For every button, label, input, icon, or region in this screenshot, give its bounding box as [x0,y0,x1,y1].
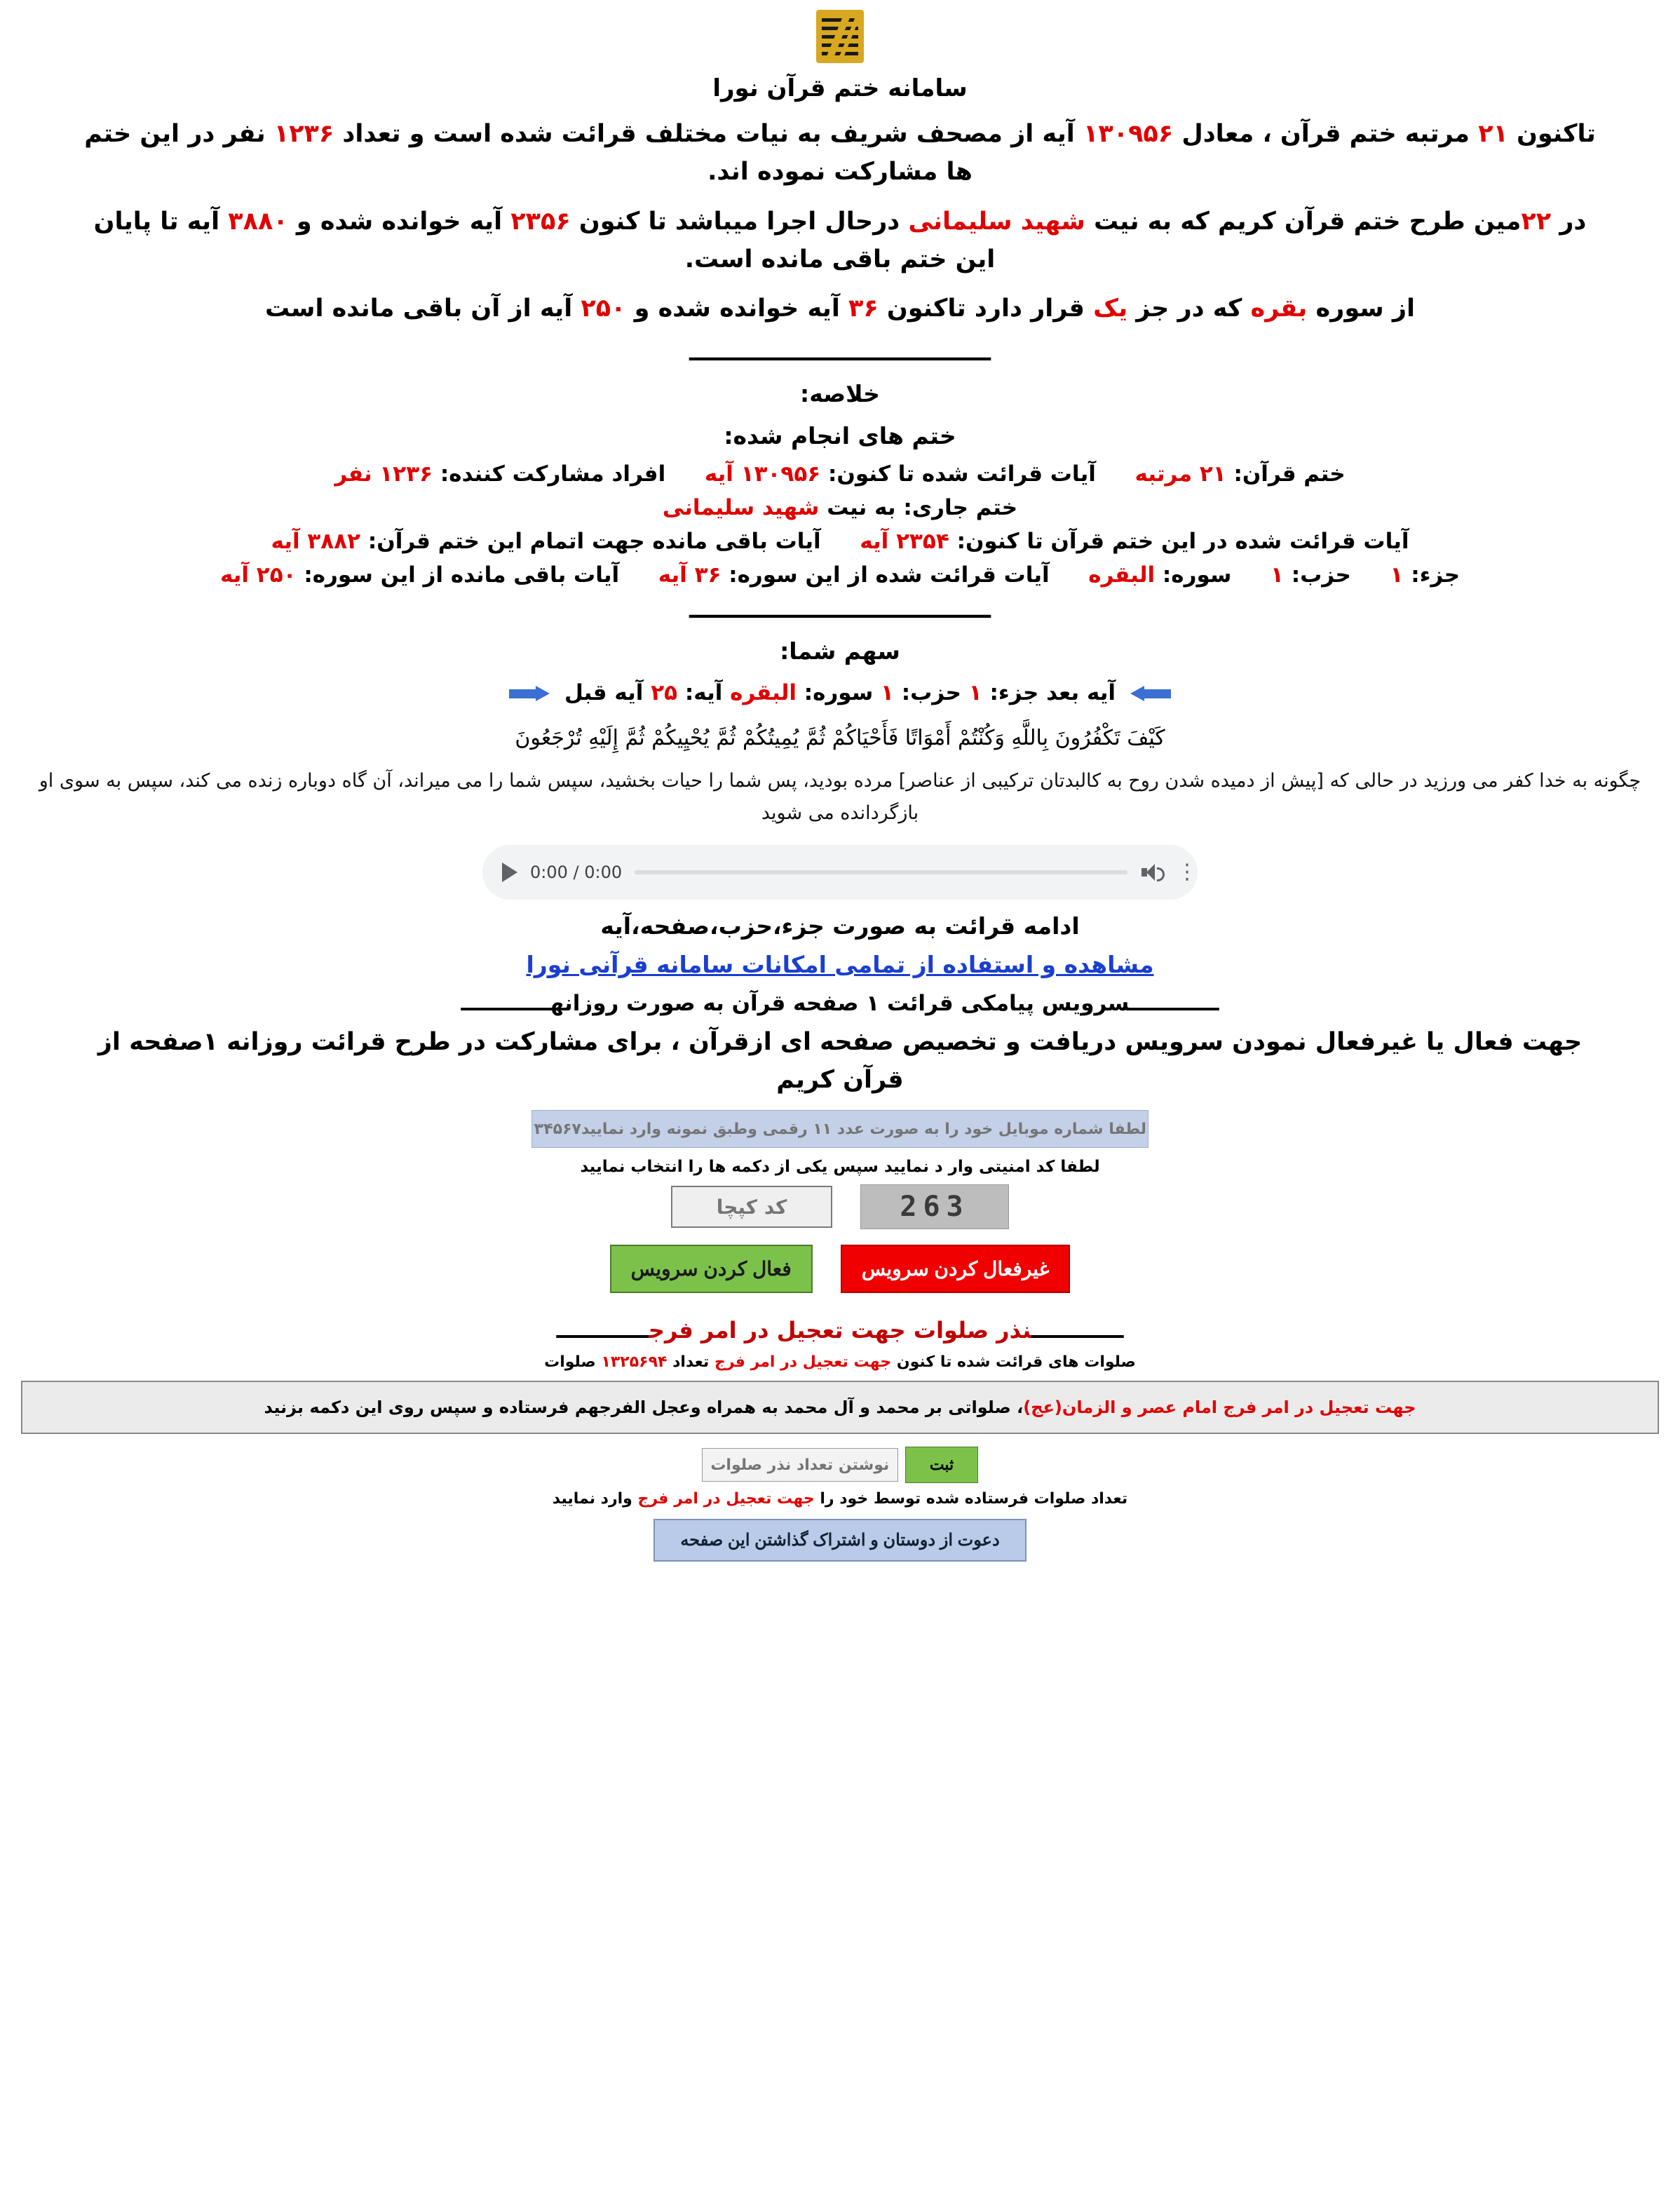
salawat-banner-red: جهت تعجیل در امر فرج امام عصر و الزمان(عج) [1023,1398,1416,1418]
nav-hezb-value: ۱ [881,679,894,705]
portal-link[interactable]: مشاهده و استفاده از تمامی امکانات سامانه قرآنی نورا [526,950,1154,978]
invite-friends-button[interactable]: دعوت از دوستان و اشتراک گذاشتن این صفحه [653,1519,1026,1562]
nazr-note-red: جهت تعجیل در امر فرج [637,1490,815,1508]
intro-3-c: قرار دارد تاکنون [878,295,1094,323]
prev-verse-label[interactable]: آیه قبل [564,679,644,705]
summary-current-row [0,495,1680,520]
intro-ayat-count: ۱۳۰۹۵۶ [1083,120,1174,148]
sms-buttons-row [0,1245,1680,1293]
captcha-image: 263 [860,1184,1009,1229]
summary-heading: خلاصه: [800,380,880,408]
intro-remaining-count: ۳۸۸۰ [228,207,288,236]
nav-hezb-label: حزب: [901,679,961,705]
summary-current-read-value: ۲۳۵۴ آیه [860,529,949,555]
intro-sura-remaining: ۲۵۰ [581,295,626,323]
summary-hezb-label: حزب: [1291,562,1351,588]
previous-verse-arrow-icon[interactable] [508,686,550,701]
intro-intent-name: شهید سلیمانی [908,207,1085,236]
nav-joz-label: جزء: [989,679,1039,705]
intro-paragraph-1 [84,115,1596,191]
nazr-heading-text: نذر صلوات جهت تعجیل در امر فرج [648,1317,1032,1344]
summary-joz-label: جزء: [1411,562,1461,588]
nazr-section-heading [0,1317,1680,1344]
summary-current-remaining-label: آیات باقی مانده جهت اتمام این ختم قرآن: [367,529,821,555]
mobile-number-input[interactable] [531,1110,1149,1148]
summary-sura-value: البقره [1088,562,1156,588]
nazr-dash-left: ــــــــــــ [556,1317,649,1344]
nav-joz-value: ۱ [968,679,982,705]
nav-aye-label: آیه: [684,679,723,705]
intro-2-a: در [1551,207,1587,236]
salawat-count-a: صلوات های قرائت شده تا کنون [891,1353,1136,1372]
salawat-count-value: ۱۳۲۵۶۹۴ [601,1353,668,1372]
nazr-input-row [0,1447,1680,1483]
summary-row-1 [0,461,1680,487]
summary-people-value: ۱۲۳۶ نفر [334,461,433,487]
divider-1: ـــــــــــــــــــــــــــــــــــــ [689,339,991,367]
intro-paragraph-3 [84,290,1596,327]
play-icon[interactable] [502,862,517,882]
salawat-count-red: جهت تعجیل در امر فرج [714,1353,892,1372]
nazr-note-line [0,1490,1680,1508]
intro-1-d: نفر در این ختم ها مشارکت نموده اند. [84,120,973,187]
salawat-banner-rest: ، صلواتی بر محمد و آل محمد به همراه وعجل الفرجهم فرستاده و سپس روی این دکمه بزنید [264,1398,1024,1418]
activate-service-button[interactable]: فعال کردن سرویس [610,1245,813,1293]
summary-current-remaining-value: ۳۸۸۲ آیه [271,529,361,555]
audio-player[interactable] [482,845,1198,900]
intro-3-e: آیه از آن باقی مانده است [264,295,581,323]
next-verse-arrow-icon[interactable] [1130,686,1172,701]
page-title: سامانه ختم قرآن نورا [712,74,968,102]
nazr-note-b: وارد نمایید [552,1490,638,1508]
captcha-row [0,1184,1680,1229]
intro-paragraph-2 [84,203,1596,279]
volume-icon[interactable] [1140,862,1164,883]
salawat-count-c: صلوات [544,1353,602,1372]
summary-done-heading: ختم های انجام شده: [724,421,956,449]
summary-ayat-value: ۱۳۰۹۵۶ آیه [704,461,821,487]
summary-sura-remaining-value: ۲۵۰ آیه [219,562,297,588]
summary-current-read-label: آیات قرائت شده در این ختم قرآن تا کنون: [956,529,1409,555]
summary-khatm-value: ۲۱ مرتبه [1134,461,1226,487]
nav-sura-label: سوره: [804,679,874,705]
captcha-input[interactable] [671,1186,832,1228]
intro-2-b: مین طرح ختم قرآن کریم که به نیت [1085,207,1522,236]
audio-player-container [0,845,1680,900]
invite-button-container [0,1519,1680,1562]
intro-2-d: آیه خوانده شده و [287,207,511,236]
submit-nazr-button[interactable]: ثبت [905,1447,978,1483]
summary-row-2 [0,529,1680,554]
your-share-heading: سهم شما: [780,637,900,665]
intro-khatm-count: ۲۱ [1478,120,1508,148]
verse-navigation [0,680,1680,705]
intro-2-c: درحال اجرا میباشد تا کنون [570,207,909,236]
intro-sura-read: ۳۶ [848,295,879,323]
nav-aye-value: ۲۵ [651,679,678,705]
sms-service-description: جهت فعال یا غیرفعال نمودن سرویس دریافت و تخصیص صفحه ای ازقرآن ، برای مشارکت در طرح قرائت روزانه ۱صفحه از قرآن کریم [97,1027,1583,1094]
more-options-icon[interactable]: ⋮ [1177,860,1198,885]
audio-progress-track[interactable] [635,870,1127,874]
intro-read-count: ۲۳۵۶ [510,207,571,236]
quran-logo-icon [816,10,864,63]
nazr-note-a: تعداد صلوات فرستاده شده توسط خود را [814,1490,1128,1508]
intro-people-count: ۱۲۳۶ [273,120,334,148]
intro-3-b: که در جز [1127,295,1251,323]
verse-translation-text: چگونه به خدا کفر می ورزید در حالی که [پیش از دمیده شدن روح به کالبدتان ترکیبی از عناصر] مرده بودید، پس شما را حیات بخشید، سپس شما را می میراند، آن گاه دوباره زنده می کند، سپس به سوی او بازگردانده می شوید [39,769,1641,824]
intro-sura-name: بقره [1250,295,1308,323]
intro-1-a: تاکنون [1508,120,1596,148]
summary-people-label: افراد مشارکت کننده: [440,461,666,487]
divider-2: ـــــــــــــــــــــــــــــــــــــ [689,596,991,625]
intro-3-a: از سوره [1307,295,1416,323]
next-verse-label[interactable]: آیه بعد [1046,679,1116,705]
audio-time-display: 0:00 / 0:00 [530,862,623,882]
summary-sura-read-label: آیات قرائت شده از این سوره: [729,562,1050,588]
summary-current-label: ختم جاری: به نیت [819,495,1018,521]
nazr-dash-right: ــــــــــــ [1031,1317,1124,1344]
summary-row-3 [0,562,1680,588]
summary-joz-value: ۱ [1390,562,1404,588]
intro-plan-number: ۲۲ [1521,207,1552,236]
intro-joz-name: یک [1093,295,1128,323]
nav-sura-value: البقره [730,679,797,705]
summary-sura-read-value: ۳۶ آیه [658,562,722,588]
summary-sura-label: سوره: [1162,562,1232,588]
intro-1-c: آیه از مصحف شریف به نیات مختلف قرائت شده است و تعداد [334,120,1083,148]
summary-ayat-label: آیات قرائت شده تا کنون: [828,461,1096,487]
salawat-count-line [0,1353,1680,1371]
intro-1-b: مرتبه ختم قرآن ، معادل [1173,120,1479,148]
mobile-input-container [0,1110,1680,1148]
intro-3-d: آیه خوانده شده و [625,295,848,323]
salawat-count-b: تعداد [667,1353,714,1372]
captcha-note: لطفا کد امنیتی وار د نمایید سپس یکی از دکمه ها را انتخاب نمایید [580,1158,1100,1177]
portal-link-row[interactable] [0,951,1680,978]
intro-2-e: آیه تا پایان این ختم باقی مانده است. [93,207,996,273]
verse-arabic-text: كَيْفَ تَكْفُرُونَ بِاللَّهِ وَكُنْتُمْ أَمْوَاتًا فَأَحْيَاكُمْ ثُمَّ يُمِيتُكُمْ ثُمَّ يُحْيِيكُمْ ثُمَّ إِلَيْهِ تُرْجَعُونَ [515,725,1165,750]
sms-service-heading: ــــــــــــسرویس پیامکی قرائت ۱ صفحه قرآن به صورت روزانهــــــــــــ [461,990,1219,1016]
salawat-banner-button[interactable] [21,1381,1659,1434]
deactivate-service-button[interactable]: غیرفعال کردن سرویس [841,1245,1071,1293]
summary-sura-remaining-label: آیات باقی مانده از این سوره: [304,562,620,588]
continue-reading-heading: ادامه قرائت به صورت جزء،حزب،صفحه،آیه [600,912,1080,940]
summary-hezb-value: ۱ [1270,562,1284,588]
summary-current-value: شهید سلیمانی [662,495,820,521]
nazr-count-input[interactable] [702,1448,898,1482]
summary-khatm-label: ختم قرآن: [1233,461,1346,487]
logo-container [0,0,1680,70]
